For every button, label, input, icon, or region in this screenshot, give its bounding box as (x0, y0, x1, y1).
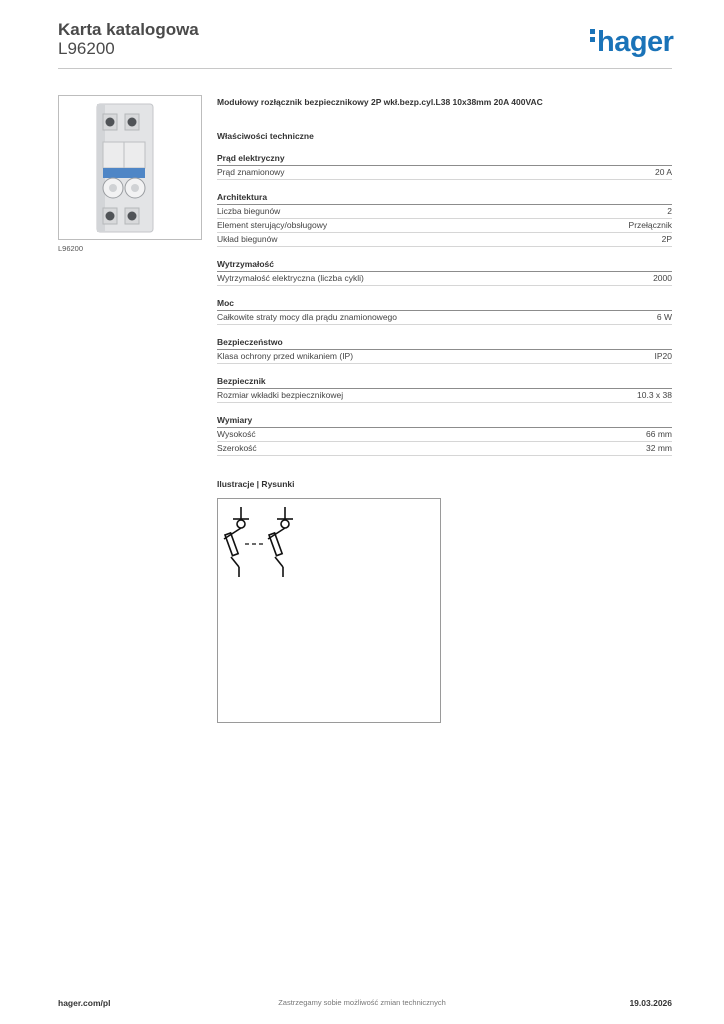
property-group (217, 375, 672, 403)
hager-logo (590, 26, 673, 59)
property-group-title: Architektura (217, 191, 672, 205)
property-row (217, 272, 672, 286)
property-label: Szerokość (217, 443, 257, 453)
property-label: Układ biegunów (217, 234, 278, 244)
property-group-title: Moc (217, 297, 672, 311)
property-label: Wysokość (217, 429, 256, 439)
property-value: 32 mm (646, 443, 672, 453)
product-code: L96200 (58, 39, 115, 58)
property-group (217, 152, 672, 180)
photo-caption: L96200 (58, 244, 84, 253)
property-label: Wytrzymałość elektryczna (liczba cykli) (217, 273, 364, 283)
property-group (217, 191, 672, 247)
property-row (217, 219, 672, 233)
footer-date: 19.03.2026 (629, 998, 672, 1008)
property-row (217, 442, 672, 456)
property-row (217, 389, 672, 403)
property-group (217, 414, 672, 456)
footer-disclaimer: Zastrzegamy sobie możliwość zmian technicznych (278, 998, 446, 1007)
property-label: Całkowite straty mocy dla prądu znamionowego (217, 312, 398, 322)
fuse-switch-symbol-icon (218, 499, 440, 722)
illustrations-heading: Ilustracje | Rysunki (217, 479, 295, 489)
property-label: Klasa ochrony przed wnikaniem (IP) (217, 351, 354, 361)
product-description: Modułowy rozłącznik bezpiecznikowy 2P wkł.bezp.cyl.L38 10x38mm 20A 400VAC (217, 97, 543, 107)
property-label: Element sterujący/obsługowy (217, 220, 328, 230)
property-label: Rozmiar wkładki bezpiecznikowej (217, 390, 344, 400)
property-group (217, 297, 672, 325)
property-group (217, 258, 672, 286)
footer-website[interactable]: hager.com/pl (58, 998, 111, 1008)
header-divider (58, 68, 672, 69)
logo-dots-icon (590, 29, 595, 45)
property-group-title: Bezpieczeństwo (217, 336, 672, 350)
property-row (217, 166, 672, 180)
property-value: 2000 (653, 273, 672, 283)
property-group-title: Prąd elektryczny (217, 152, 672, 166)
property-row (217, 428, 672, 442)
property-row (217, 233, 672, 247)
tech-properties-heading: Właściwości techniczne (217, 131, 314, 141)
property-group-title: Bezpiecznik (217, 375, 672, 389)
property-row (217, 205, 672, 219)
property-value: IP20 (654, 351, 672, 361)
logo-text: hager (597, 26, 674, 58)
property-label: Liczba biegunów (217, 206, 281, 216)
property-value: 2P (661, 234, 672, 244)
property-row (217, 350, 672, 364)
property-value: 2 (667, 206, 672, 216)
property-value: 66 mm (646, 429, 672, 439)
property-group (217, 336, 672, 364)
property-row (217, 311, 672, 325)
property-value: 6 W (656, 312, 672, 322)
page-title: Karta katalogowa (58, 20, 199, 39)
property-label: Prąd znamionowy (217, 167, 285, 177)
property-value: 20 A (654, 167, 672, 177)
property-group-title: Wymiary (217, 414, 672, 428)
property-group-title: Wytrzymałość (217, 258, 672, 272)
product-photo (58, 95, 202, 240)
property-value: Przełącznik (628, 220, 672, 230)
tech-properties-table (217, 152, 672, 467)
fuse-disconnector-image (59, 96, 201, 239)
wiring-diagram (217, 498, 441, 723)
property-value: 10.3 x 38 (637, 390, 672, 400)
